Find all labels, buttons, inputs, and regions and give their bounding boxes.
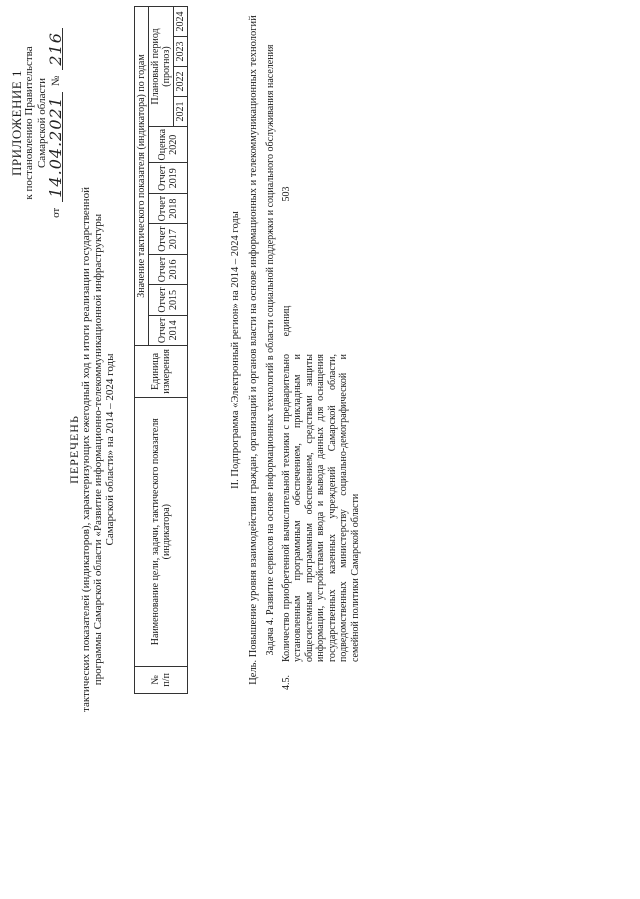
col-year-2018: Отчет 2018: [149, 193, 188, 223]
indicators-table-header: [134, 6, 188, 694]
table-row: [281, 6, 391, 694]
col-year-2022: 2022: [174, 67, 188, 97]
col-year-2021: 2021: [174, 96, 188, 126]
col-number: № п/п: [135, 666, 188, 693]
col-unit: Единица измерения: [135, 346, 188, 398]
col-year-2023: 2023: [174, 37, 188, 67]
appendix-stamp: [10, 8, 63, 238]
document-title: [68, 0, 116, 899]
handwritten-number: 216: [49, 28, 63, 70]
appendix-title: ПРИЛОЖЕНИЕ 1: [9, 70, 24, 176]
row-number: 4.5.: [280, 675, 292, 690]
date-prefix: от: [50, 207, 62, 218]
col-year-2014: Отчет 2014: [149, 315, 188, 345]
col-year-2024: 2024: [174, 7, 188, 37]
title-line-1: тактических показателей (индикаторов), характеризующих ежегодный ход и итоги реализации государственной: [80, 187, 92, 712]
table-body: [224, 6, 391, 694]
col-year-2019: Отчет 2019: [149, 163, 188, 193]
appendix-date-line: [46, 28, 65, 218]
col-plan-group: Плановый период (прогноз): [149, 7, 174, 127]
col-year-2017: Отчет 2017: [149, 224, 188, 254]
col-values-group: Значение тактического показателя (индикатора) по годам: [135, 7, 149, 346]
col-year-2020: Оценка 2020: [149, 126, 188, 163]
title-line-2: программы Самарской области «Развитие информационно-телекоммуникационной инфраструктуры: [92, 213, 104, 686]
appendix-line-1: к постановлению Правительства: [23, 46, 35, 200]
handwritten-date: 14.04.2021: [49, 92, 63, 202]
title-heading: ПЕРЕЧЕНЬ: [67, 415, 81, 484]
goal-heading: Цель. Повышение уровня взаимодействия граждан, организаций и органов власти на основе информационных и телекоммуникационных технологий: [247, 15, 259, 685]
col-year-2016: Отчет 2016: [149, 254, 188, 284]
col-year-2015: Отчет 2015: [149, 285, 188, 315]
task-heading: Задача 4. Развитие сервисов на основе информационных технологий в области социальной поддержки и социального обслуживания населения: [265, 44, 276, 656]
subprogram-heading: II. Подпрограмма «Электронный регион» на 2014 – 2024 годы: [230, 211, 241, 489]
row-indicator-name: Количество приобретенной вычислительной техники с предварительно установленным программным обеспечением, прикладным и общесистемным программным обеспечением, средствами защиты информации, устройствами ввода и вывода данных для оснащения государственных казенных учреждений Самарской области, подведомственных министерству социально-демографической и семейной политики Самарской области: [280, 354, 361, 662]
appendix-line-2: Самарской области: [36, 77, 48, 169]
row-value-2014: 503: [280, 186, 292, 202]
row-unit: единиц: [280, 305, 292, 337]
title-line-3: Самарской области» на 2014 – 2024 годы: [104, 353, 116, 546]
number-prefix: №: [50, 75, 62, 87]
col-name: Наименование цели, задачи, тактического показателя (индикатора): [135, 397, 188, 666]
